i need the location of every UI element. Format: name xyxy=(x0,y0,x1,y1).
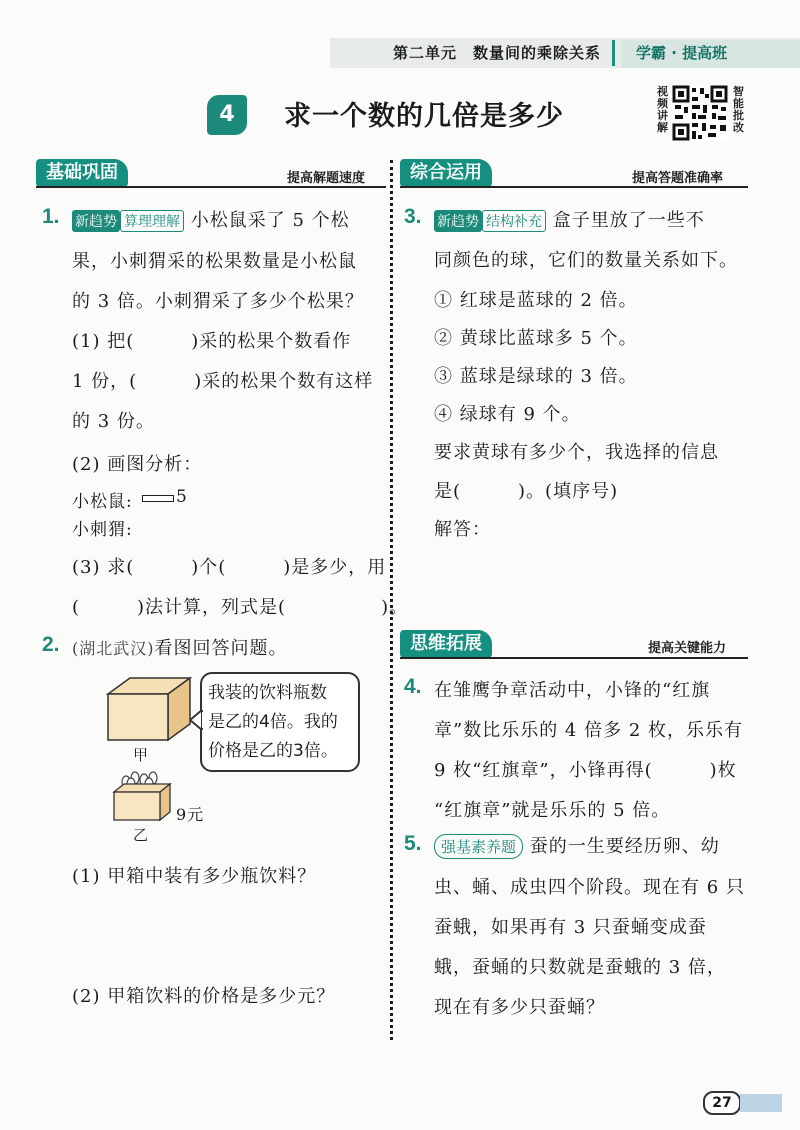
section-basic-note: 提高解题速度 xyxy=(287,171,366,186)
section-thinking-line xyxy=(400,657,748,659)
question-2-source: (湖北武汉) xyxy=(72,639,155,658)
question-3-first-line xyxy=(434,206,705,232)
box-yi-label: 乙 xyxy=(133,826,150,844)
speech-bubble-tail xyxy=(190,710,204,730)
question-4-text-1: 在雏鹰争章活动中，小锋的“红旗 xyxy=(434,680,711,701)
question-5-text-5: 现在有多少只蚕蛹？ xyxy=(434,997,605,1018)
question-1-part-1c: 的 3 份。 xyxy=(72,411,155,432)
question-1-part-1a: (1) 把( )采的松果个数看作 xyxy=(72,331,352,352)
section-basic-title: 基础巩固 xyxy=(36,159,128,187)
box-jia-label: 甲 xyxy=(133,746,150,764)
question-5-text-3: 蚕蛾，如果再有 3 只蚕蛹变成蚕 xyxy=(434,917,707,938)
condition-2: ② 黄球比蓝球多 5 个。 xyxy=(434,328,638,349)
page-title: 求一个数的几倍是多少 xyxy=(284,101,564,132)
question-3-text-2: 同颜色的球，它们的数量关系如下。 xyxy=(434,250,738,271)
box-yi-price: 9元 xyxy=(176,805,205,824)
bubble-line-1: 我装的饮料瓶数 xyxy=(208,683,327,703)
question-3-text-1: 盒子里放了一些不 xyxy=(552,210,705,231)
section-applied-line xyxy=(400,186,748,188)
question-1-first-line xyxy=(72,206,350,232)
skill-tag: 结构补充 xyxy=(482,210,546,232)
condition-4: ④ 绿球有 9 个。 xyxy=(434,404,581,425)
question-3-text-3: 要求黄球有多少个，我选择的信息 xyxy=(434,442,719,463)
question-5-text-4: 蛾，蚕蛹的只数就是蚕蛾的 3 倍， xyxy=(434,957,726,978)
page-number: 27 xyxy=(703,1091,741,1115)
hedgehog-label: 小刺猬: xyxy=(72,520,133,540)
question-2-text: 看图回答问题。 xyxy=(154,638,288,659)
question-1-part-2: (2) 画图分析： xyxy=(72,454,203,475)
question-1-text-1: 小松鼠采了 5 个松 xyxy=(190,210,350,231)
brand-label: 学霸 · 提高班 xyxy=(636,44,728,62)
question-5-text-1: 蚕的一生要经历卵、幼 xyxy=(529,836,720,857)
squirrel-value: 5 xyxy=(176,487,188,507)
header-separator xyxy=(612,40,615,66)
question-2-sub-2: (2) 甲箱饮料的价格是多少元？ xyxy=(72,986,336,1007)
question-5-text-2: 虫、蛹、成虫四个阶段。现在有 6 只 xyxy=(434,877,745,898)
qr-code-icon[interactable] xyxy=(672,85,728,141)
chapter-title: 第二单元 数量间的乘除关系 xyxy=(393,44,602,62)
box-jia-illustration xyxy=(104,672,204,742)
answer-label: 解答： xyxy=(434,519,491,540)
question-4-text-3: 9 枚“红旗章”，小锋再得( )枚 xyxy=(434,760,737,781)
question-1-text-3: 的 3 倍。小刺猬采了多少个松果？ xyxy=(72,291,364,312)
lesson-number-badge: 4 xyxy=(207,95,247,135)
bubble-line-2: 是乙的4倍。我的 xyxy=(208,712,338,732)
question-1-part-3b: ( )法计算，列式是( )。 xyxy=(72,597,409,618)
question-2-number: 2. xyxy=(42,633,60,656)
section-applied-title: 综合运用 xyxy=(400,159,492,187)
section-applied-note: 提高答题准确率 xyxy=(632,171,724,186)
qr-left-label: 视频讲解 xyxy=(657,85,668,134)
condition-1: ① 红球是蓝球的 2 倍。 xyxy=(434,290,638,311)
qr-right-label: 智能批改 xyxy=(733,85,744,134)
section-basic-line xyxy=(36,186,386,188)
page-number-band xyxy=(740,1094,782,1112)
question-4-text-4: “红旗章”就是乐乐的 5 倍。 xyxy=(434,800,671,821)
question-1-text-2: 果，小刺猬采的松果数量是小松鼠 xyxy=(72,251,357,272)
squirrel-label: 小松鼠: xyxy=(72,492,133,512)
trend-tag: 新趋势 xyxy=(72,210,120,232)
question-4-text-2: 章”数比乐乐的 4 倍多 2 枚，乐乐有 xyxy=(434,720,743,741)
question-1-part-1b: 1 份，( )采的松果个数有这样 xyxy=(72,371,374,392)
question-5-first-line xyxy=(434,832,720,859)
question-5-number: 5. xyxy=(404,832,422,855)
section-thinking-note: 提高关键能力 xyxy=(648,641,727,656)
question-3-number: 3. xyxy=(404,205,422,228)
trend-tag: 新趋势 xyxy=(434,210,482,232)
question-4-number: 4. xyxy=(404,675,422,698)
question-3-text-4: 是( )。(填序号) xyxy=(434,481,619,502)
squirrel-bar xyxy=(142,495,174,502)
foundation-tag: 强基素养题 xyxy=(434,834,523,859)
question-1-part-3a: (3) 求( )个( )是多少，用 xyxy=(72,557,387,578)
question-2-sub-1: (1) 甲箱中装有多少瓶饮料？ xyxy=(72,866,317,887)
skill-tag: 算理理解 xyxy=(120,210,184,232)
section-thinking-title: 思维拓展 xyxy=(400,630,492,658)
question-2-line xyxy=(72,634,288,660)
box-yi-illustration xyxy=(110,770,176,822)
condition-3: ③ 蓝球是绿球的 3 倍。 xyxy=(434,366,638,387)
bubble-line-3: 价格是乙的3倍。 xyxy=(208,741,338,761)
question-1-number: 1. xyxy=(42,205,60,228)
